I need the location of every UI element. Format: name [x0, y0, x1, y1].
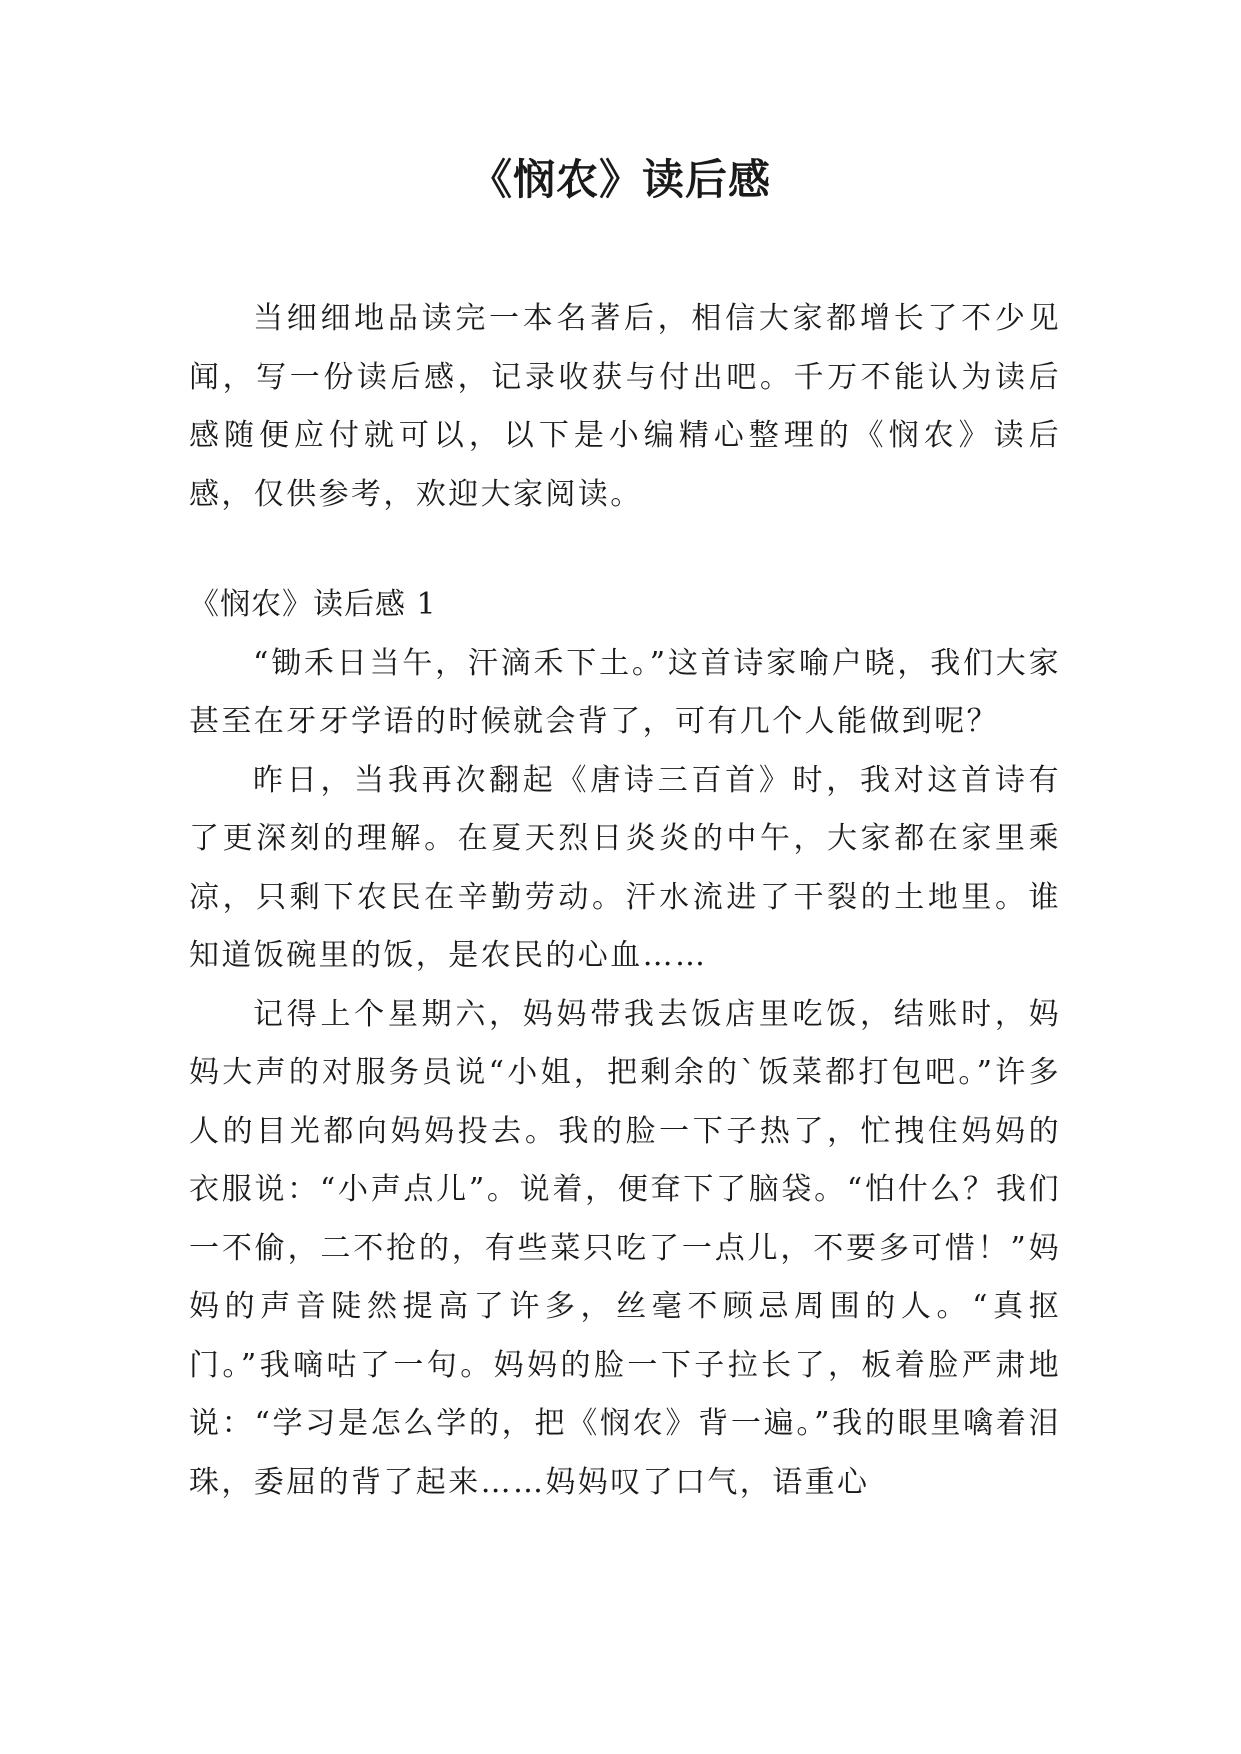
document-body [189, 290, 1061, 1512]
body-paragraph: 昨日，当我再次翻起《唐诗三百首》时，我对这首诗有了更深刻的理解。在夏天烈日炎炎的中午，大家都在家里乘凉，只剩下农民在辛勤劳动。汗水流进了干裂的土地里。谁知道饭碗里的饭，是农民的心血…… [189, 762, 1061, 973]
intro-paragraph: 当细细地品读完一本名著后，相信大家都增长了不少见闻，写一份读后感，记录收获与付出吧。千万不能认为读后感随便应付就可以，以下是小编精心整理的《悯农》读后感，仅供参考，欢迎大家阅读。 [189, 301, 1061, 512]
body-paragraph: “锄禾日当午，汗滴禾下土。”这首诗家喻户晓，我们大家甚至在牙牙学语的时候就会背了，可有几个人能做到呢？ [189, 645, 1061, 739]
document-title: 《悯农》读后感 [469, 155, 771, 204]
section [189, 576, 1061, 1512]
section-heading: 《悯农》读后感 1 [189, 587, 437, 622]
body-paragraph: 记得上个星期六，妈妈带我去饭店里吃饭，结账时，妈妈大声的对服务员说“小姐，把剩余的`饭菜都打包吧。”许多人的目光都向妈妈投去。我的脸一下子热了，忙拽住妈妈的衣服说：“小声点儿”。说着，便耷下了脑袋。“怕什么？我们一不偷，二不抢的，有些菜只吃了一点儿，不要多可惜！”妈妈的声音陡然提高了许多，丝毫不顾忌周围的人。“真抠门。”我嘀咕了一句。妈妈的脸一下子拉长了，板着脸严肃地说：“学习是怎么学的，把《悯农》背一遍。”我的眼里噙着泪珠，委屈的背了起来……妈妈叹了口气，语重心 [189, 996, 1061, 1500]
